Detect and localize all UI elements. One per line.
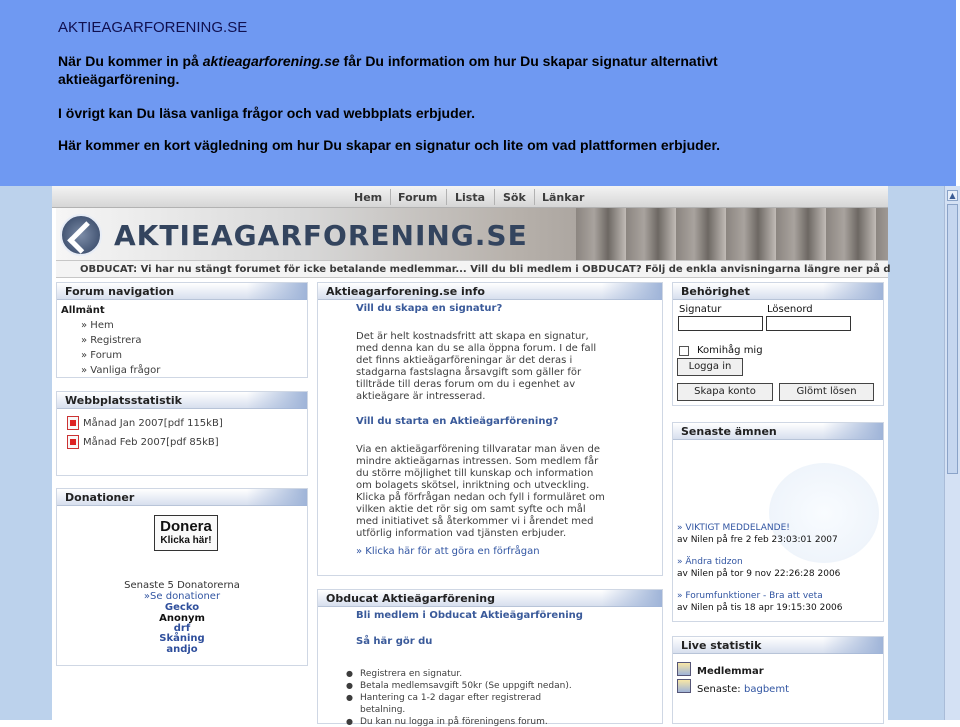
donate-button-sublabel: Klicka här!	[160, 535, 212, 546]
website	[52, 186, 891, 727]
nav-links[interactable]: Länkar	[542, 191, 585, 204]
live-statistics-title: Live statistik	[673, 637, 883, 654]
login-block	[672, 282, 884, 406]
forum-group-label: Allmänt	[61, 305, 105, 316]
info-text-line: stadgarna fastslagna årsavgift som gäller för	[356, 367, 582, 378]
intro-paragraph-3: Här kommer en kort vägledning om hur Du skapar en signatur och lite om vad plattformen erbjuder.	[58, 137, 721, 153]
forgot-password-button[interactable]: Glömt lösen	[779, 383, 874, 401]
pdf-icon	[67, 416, 79, 430]
obducat-step: ● Hantering ca 1-2 dagar efter registrerad	[360, 693, 541, 703]
forum-navigation-block	[56, 282, 308, 378]
nav-separator	[494, 189, 495, 205]
info-text-line: Klicka på förfrågan nedan och fyll i formuläret om	[356, 492, 605, 503]
user-icon	[677, 679, 691, 693]
vertical-scrollbar[interactable]	[944, 186, 960, 720]
topic-link[interactable]: » Ändra tidzon	[677, 557, 743, 567]
login-button[interactable]: Logga in	[677, 358, 743, 376]
stat-file-jan[interactable]: Månad Jan 2007[pdf 115kB]	[83, 418, 223, 429]
scroll-thumb[interactable]	[947, 204, 958, 474]
donations-title: Donationer	[57, 489, 307, 506]
remember-label: Komihåg mig	[697, 345, 763, 356]
forum-nav-link-faq[interactable]: » Vanliga frågor	[81, 365, 160, 376]
info-text-line: med initiativet så återkommer vi i årendet med	[356, 516, 594, 527]
see-donations-link[interactable]: »Se donationer	[143, 591, 221, 602]
obducat-step: ● Registrera en signatur.	[360, 669, 462, 679]
intro-paragraph-2: I övrigt kan Du läsa vanliga frågor och vad webbplats erbjuder.	[58, 105, 475, 121]
request-link[interactable]: » Klicka här för att göra en förfrågan	[356, 546, 540, 557]
screenshot-area	[0, 186, 956, 727]
statistics-title: Webbplatsstatistik	[57, 392, 307, 409]
intro-panel	[0, 0, 956, 186]
obducat-block	[317, 589, 663, 727]
nav-forum[interactable]: Forum	[398, 191, 438, 204]
chat-bubble-graphic	[769, 463, 879, 563]
topic-meta: av Nilen på tor 9 nov 22:26:28 2006	[677, 569, 841, 579]
members-icon	[677, 662, 691, 676]
password-label: Lösenord	[767, 304, 813, 315]
logo-text[interactable]: AKTIEAGARFORENING.SE	[114, 219, 528, 252]
site-banner	[56, 208, 888, 260]
stat-file-feb[interactable]: Månad Feb 2007[pdf 85kB]	[83, 437, 219, 448]
login-title: Behörighet	[673, 283, 883, 300]
forum-nav-link-register[interactable]: » Registrera	[81, 335, 142, 346]
info-text-line: du större möjlighet till kunskap och information	[356, 468, 594, 479]
info-text-line: mindre aktieägarnas intressen. Som medlem får	[356, 456, 599, 467]
donate-button-label: Donera	[160, 518, 212, 535]
members-label: Medlemmar	[697, 666, 764, 677]
obducat-title: Obducat Aktieägarförening	[318, 590, 662, 607]
info-text-line: om bolagets skötsel, inriktning och utveckling.	[356, 480, 590, 491]
info-title: Aktieagarforening.se info	[318, 283, 662, 300]
pdf-icon	[67, 435, 79, 449]
info-text-line: Det är helt kostnadsfritt att skapa en signatur,	[356, 331, 589, 342]
info-text-line: vilken aktie det rör sig om samt syfte och mål	[356, 504, 586, 515]
intro-paragraph-1: När Du kommer in på aktieagarforening.se får Du information om hur Du skapar signatur alternativt aktieägarförening.	[58, 53, 718, 87]
donations-block	[56, 488, 308, 666]
remember-checkbox[interactable]	[679, 346, 689, 356]
scroll-up-icon[interactable]: ▲	[947, 190, 958, 201]
intro-title: AKTIEAGARFORENING.SE	[58, 19, 248, 36]
topic-link[interactable]: » Forumfunktioner - Bra att veta	[677, 591, 823, 601]
latest-member-link[interactable]: bagbemt	[744, 684, 789, 695]
latest-topics-title: Senaste ämnen	[673, 423, 883, 440]
donor-name: drf	[173, 623, 191, 634]
obducat-heading: Bli medlem i Obducat Aktieägarförening	[356, 610, 583, 621]
latest-donors-label: Senaste 5 Donatorerna	[124, 580, 240, 591]
obducat-step-continued: betalning.	[360, 705, 406, 715]
password-input[interactable]	[766, 316, 851, 331]
latest-member-label: Senaste:	[697, 684, 741, 695]
news-ticker: OBDUCAT: Vi har nu stängt forumet för icke betalande medlemmar... Vill du bli medlem i OBDUCAT? Följ de enkla anvisningarna längre ner på d	[56, 260, 888, 278]
donor-name: Gecko	[164, 602, 200, 613]
info-question-1: Vill du skapa en signatur?	[356, 303, 503, 314]
donor-name: Skåning	[159, 633, 205, 644]
signature-input[interactable]	[678, 316, 763, 331]
logo-icon[interactable]	[60, 214, 102, 256]
topic-link[interactable]: » VIKTIGT MEDDELANDE!	[677, 523, 790, 533]
obducat-step: ● Du kan nu logga in på föreningens forum.	[360, 717, 548, 727]
nav-separator	[534, 189, 535, 205]
info-text-line: med denna kan du se alla öppna forum. I de fall	[356, 343, 597, 354]
signature-label: Signatur	[679, 304, 722, 315]
topic-meta: av Nilen på tis 18 apr 19:15:30 2006	[677, 603, 843, 613]
donate-button[interactable]	[154, 515, 218, 551]
donor-name: Anonym	[159, 613, 205, 624]
forum-nav-link-home[interactable]: » Hem	[81, 320, 114, 331]
info-text-line: tillträde till deras forum om du i egenhet av	[356, 379, 576, 390]
live-statistics-block	[672, 636, 884, 724]
obducat-subheading: Så här gör du	[356, 636, 433, 647]
nav-search[interactable]: Sök	[503, 191, 526, 204]
info-text-line: Via en aktieägarförening tillvaratar man även de	[356, 444, 601, 455]
create-account-button[interactable]: Skapa konto	[677, 383, 773, 401]
top-navigation	[52, 186, 888, 208]
forum-navigation-title: Forum navigation	[57, 283, 307, 300]
donor-name: andjo	[166, 644, 198, 655]
info-block	[317, 282, 663, 576]
forum-nav-link-forum[interactable]: » Forum	[81, 350, 122, 361]
topic-meta: av Nilen på fre 2 feb 23:03:01 2007	[677, 535, 838, 545]
info-question-2: Vill du starta en Aktieägarförening?	[356, 416, 559, 427]
nav-home[interactable]: Hem	[354, 191, 383, 204]
latest-topics-block	[672, 422, 884, 622]
nav-list[interactable]: Lista	[455, 191, 486, 204]
banner-photo	[576, 208, 888, 260]
info-text-line: utförlig information vad tjänsten erbjuder.	[356, 528, 567, 539]
nav-separator	[446, 189, 447, 205]
info-text-line: det finns aktieägarföreningar är det deras i	[356, 355, 573, 366]
statistics-block	[56, 391, 308, 476]
info-text-line: aktieägare är intresserad.	[356, 391, 486, 402]
nav-separator	[390, 189, 391, 205]
obducat-step: ● Betala medlemsavgift 50kr (Se uppgift nedan).	[360, 681, 572, 691]
